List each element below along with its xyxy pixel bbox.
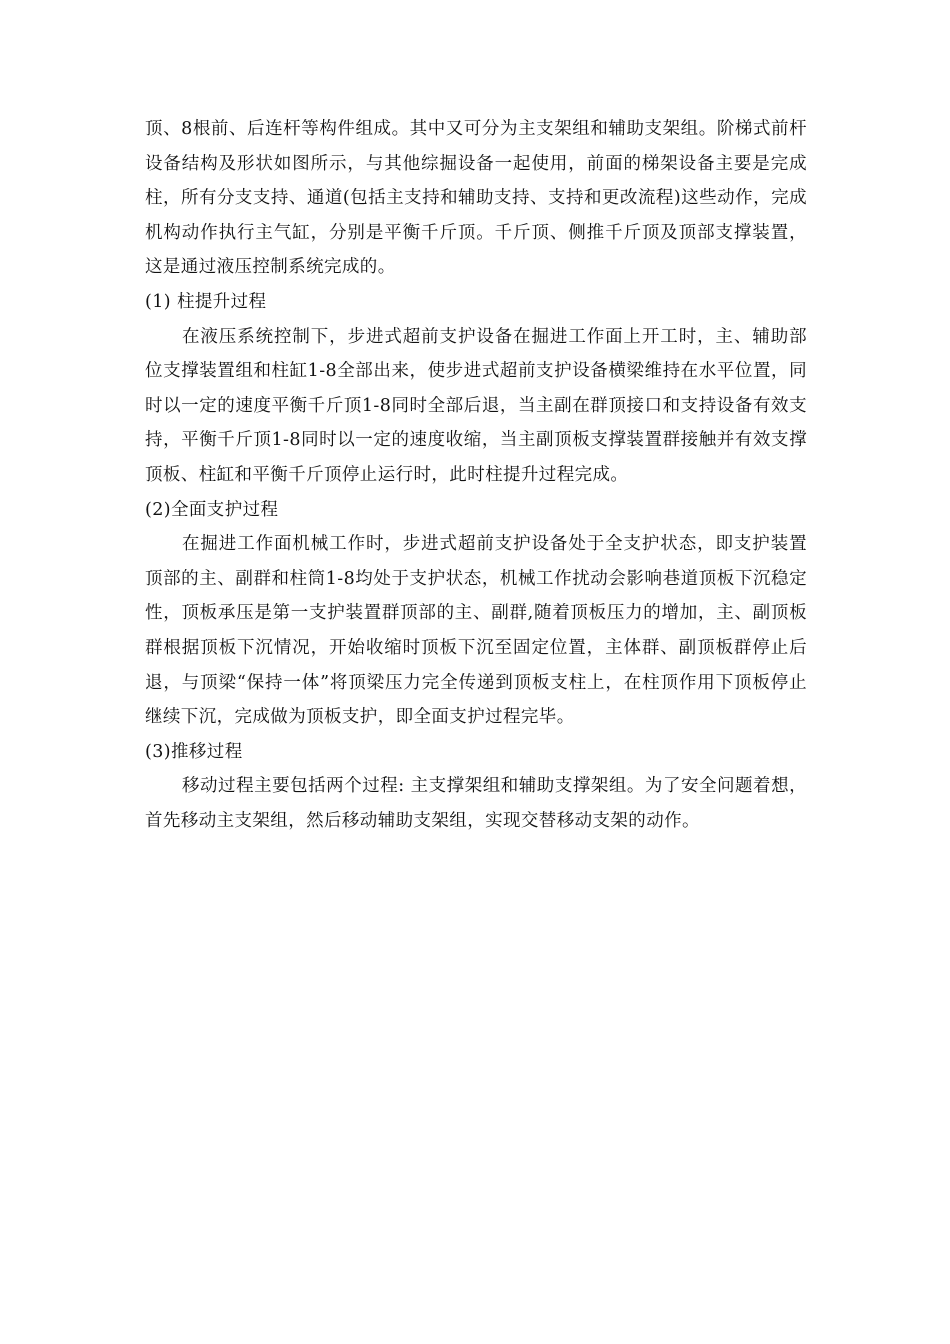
paragraph-continued: 顶、8根前、后连杆等构件组成。其中又可分为主支架组和辅助支架组。阶梯式前杆设备结构及形状如图所示，与其他综掘设备一起使用，前面的梯架设备主要是完成柱，所有分支支持、通道(包括主支持和辅助支持、支持和更改流程)这些动作，完成机构动作执行主气缸，分别是平衡千斤顶。千斤顶、侧推千斤顶及顶部支撑装置，这是通过液压控制系统完成的。 xyxy=(145,119,807,278)
paragraph-advance: 移动过程主要包括两个过程: 主支撑架组和辅助支撑架组。为了安全问题着想，首先移动主支架组，然后移动辅助支架组，实现交替移动支架的动作。 xyxy=(145,776,807,831)
section-heading-advance: (3)推移过程 xyxy=(145,741,243,762)
section-heading-column-lift: (1) 柱提升过程 xyxy=(145,291,267,312)
paragraph-full-support: 在掘进工作面机械工作时，步进式超前支护设备处于全支护状态，即支护装置顶部的主、副群和柱筒1-8均处于支护状态，机械工作扰动会影响巷道顶板下沉稳定性，顶板承压是第一支护装置群顶部的主、副群,随着顶板压力的增加，主、副顶板群根据顶板下沉情况，开始收缩时顶板下沉至固定位置，主体群、副顶板群停止后退，与顶梁“保持一体”将顶梁压力完全传递到顶板支柱上，在柱顶作用下顶板停止继续下沉，完成做为顶板支护，即全面支护过程完毕。 xyxy=(145,534,807,728)
paragraph-column-lift: 在液压系统控制下，步进式超前支护设备在掘进工作面上开工时，主、辅助部位支撑装置组和柱缸1-8全部出来，使步进式超前支护设备横梁维持在水平位置，同时以一定的速度平衡千斤顶1-8同时全部后退，当主副在群顶接口和支持设备有效支持，平衡千斤顶1-8同时以一定的速度收缩，当主副顶板支撑装置群接触并有效支撑顶板、柱缸和平衡千斤顶停止运行时，此时柱提升过程完成。 xyxy=(145,326,807,485)
document-body xyxy=(145,112,807,838)
section-heading-full-support: (2)全面支护过程 xyxy=(145,499,279,520)
